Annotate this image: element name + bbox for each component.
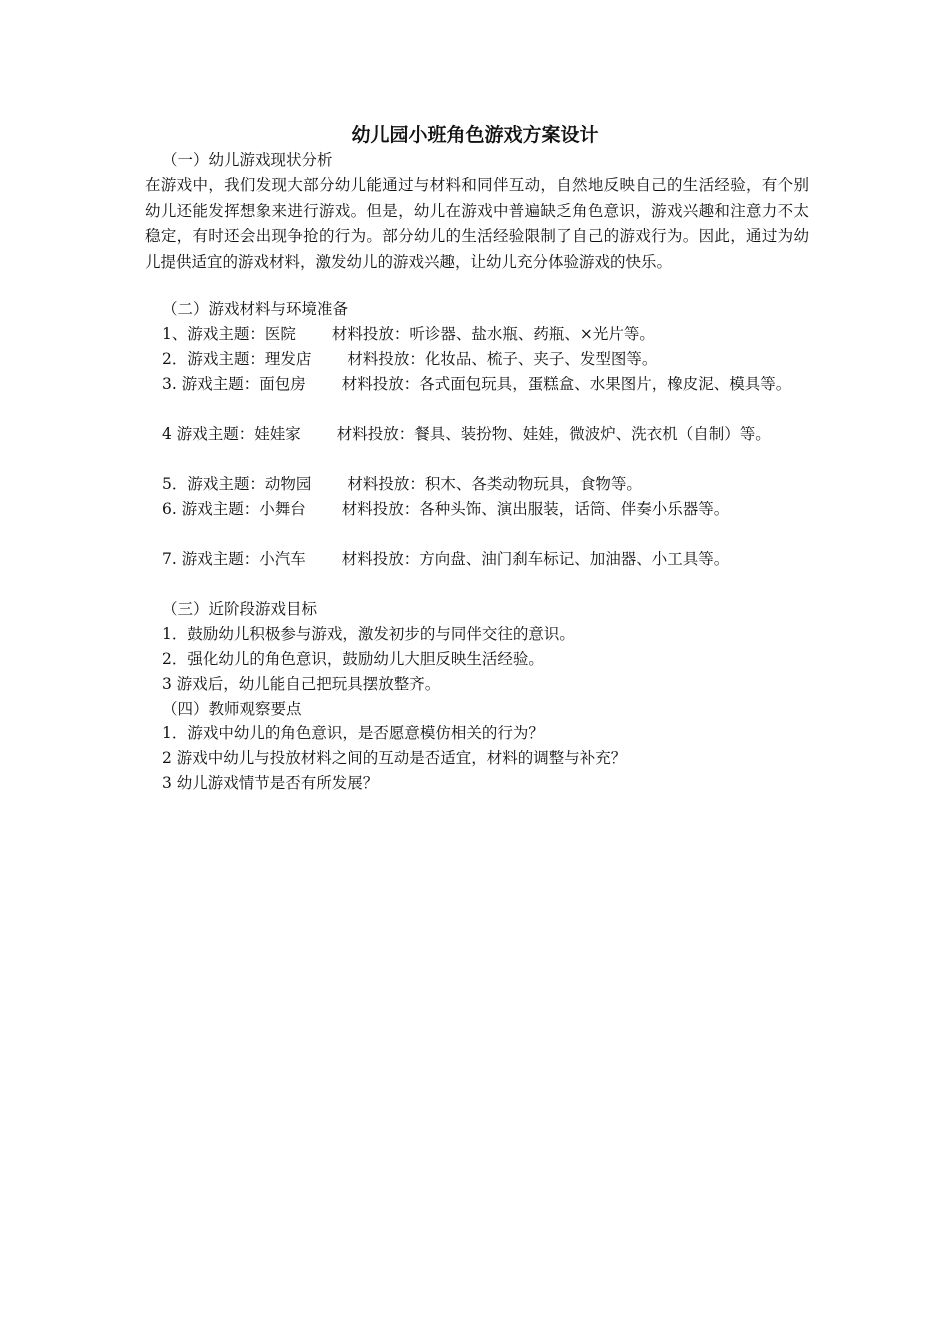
material-list: 材料投放：各式面包玩具，蛋糕盒、水果图片，橡皮泥、模具等。 xyxy=(341,375,792,393)
material-theme: 4 游戏主题：娃娃家 xyxy=(162,425,301,443)
material-item xyxy=(145,347,825,372)
material-list: 材料投放：方向盘、油门刹车标记、加油器、小工具等。 xyxy=(341,550,730,568)
goal-item: 1．鼓励幼儿积极参与游戏，激发初步的与同伴交往的意识。 xyxy=(162,625,575,643)
material-theme: 2．游戏主题：理发店 xyxy=(162,350,312,368)
material-theme: 7. 游戏主题：小汽车 xyxy=(162,550,306,568)
section1-paragraph: 在游戏中，我们发现大部分幼儿能通过与材料和同伴互动，自然地反映自己的生活经验，有个别幼儿还能发挥想象来进行游戏。但是，幼儿在游戏中普遍缺乏角色意识，游戏兴趣和注意力不太稳定，有时还会出现争抢的行为。部分幼儿的生活经验限制了自己的游戏行为。因此，通过为幼儿提供适宜的游戏材料，激发幼儿的游戏兴趣，让幼儿充分体验游戏的快乐。 xyxy=(145,176,809,271)
material-list: 材料投放：各种头饰、演出服装，话筒、伴奏小乐器等。 xyxy=(341,500,730,518)
goal-item: 3 游戏后，幼儿能自己把玩具摆放整齐。 xyxy=(162,675,441,693)
document-title: 幼儿园小班角色游戏方案设计 xyxy=(351,124,599,146)
material-theme: 3. 游戏主题：面包房 xyxy=(162,375,306,393)
material-item xyxy=(145,472,825,497)
observation-item: 1．游戏中幼儿的角色意识，是否愿意模仿相关的行为？ xyxy=(162,724,544,742)
material-list: 材料投放：听诊器、盐水瓶、药瓶、×光片等。 xyxy=(331,325,655,343)
material-list: 材料投放：积木、各类动物玩具，食物等。 xyxy=(347,475,642,493)
material-item xyxy=(145,322,825,347)
section3-heading: （三）近阶段游戏目标 xyxy=(162,600,318,618)
material-item xyxy=(145,497,825,522)
section1-heading: （一）幼儿游戏现状分析 xyxy=(162,151,333,169)
material-theme: 1、游戏主题：医院 xyxy=(162,325,296,343)
section4-heading: （四）教师观察要点 xyxy=(162,700,302,718)
material-theme: 5．游戏主题：动物园 xyxy=(162,475,312,493)
material-item xyxy=(145,547,825,572)
material-item xyxy=(145,422,825,447)
observation-item: 2 游戏中幼儿与投放材料之间的互动是否适宜，材料的调整与补充？ xyxy=(162,749,627,767)
material-theme: 6. 游戏主题：小舞台 xyxy=(162,500,306,518)
observation-item: 3 幼儿游戏情节是否有所发展？ xyxy=(162,774,379,792)
goal-item: 2．强化幼儿的角色意识，鼓励幼儿大胆反映生活经验。 xyxy=(162,650,544,668)
material-list: 材料投放：化妆品、梳子、夹子、发型图等。 xyxy=(347,350,658,368)
section2-heading: （二）游戏材料与环境准备 xyxy=(162,300,349,318)
material-item xyxy=(145,372,825,397)
material-list: 材料投放：餐具、装扮物、娃娃，微波炉、洗衣机（自制）等。 xyxy=(336,425,771,443)
